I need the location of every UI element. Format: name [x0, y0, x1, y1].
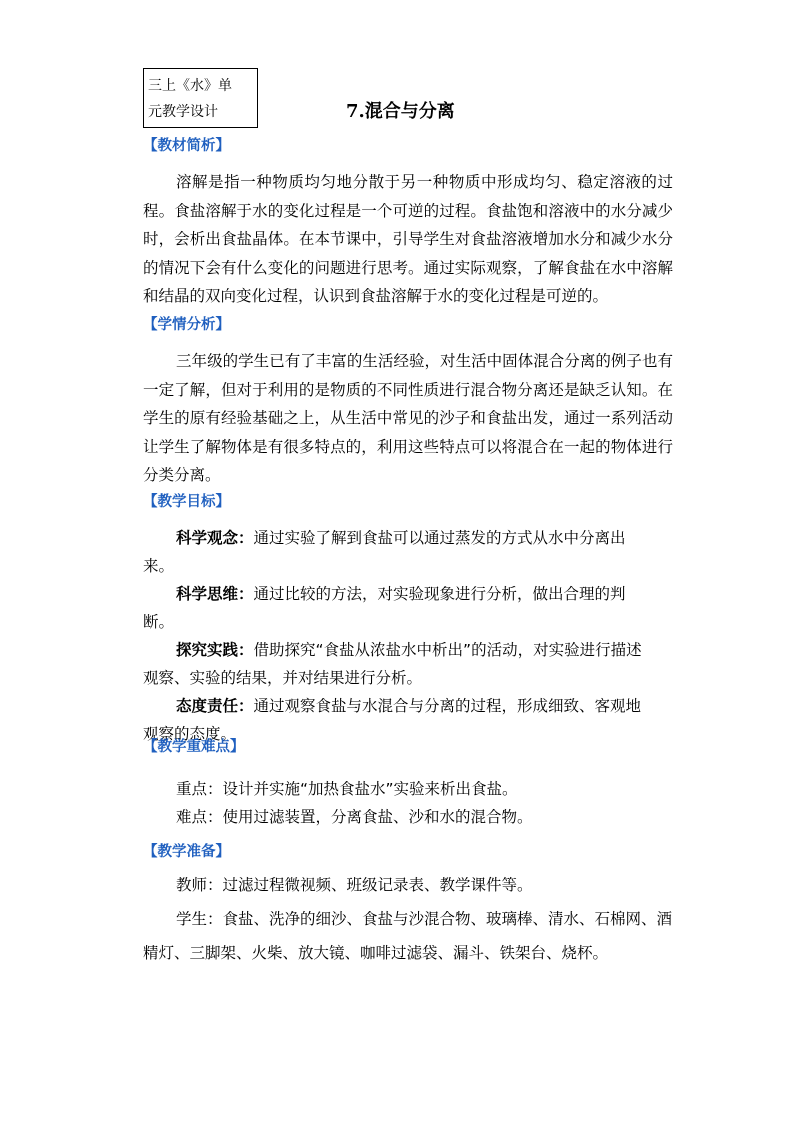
unit-label-line2: 元教学设计	[148, 104, 218, 120]
goal-label: 科学观念：	[176, 529, 254, 547]
section-heading-students: 【学情分析】	[143, 317, 230, 333]
goal-item	[143, 524, 643, 580]
unit-label-box	[143, 68, 258, 128]
goal-item	[143, 636, 643, 692]
goal-text: 通过实验了解到食盐可以通过蒸发的方式从水中分离出来。	[143, 529, 626, 575]
goal-text: 借助探究“食盐从浓盐水中析出”的活动，对实验进行描述观察、实验的结果，并对结果进行分析。	[143, 641, 642, 687]
key-point-text: 重点：设计并实施“加热食盐水”实验来析出食盐。	[176, 780, 518, 798]
section-student-analysis	[143, 313, 673, 490]
section-heading-keypoints: 【教学重难点】	[143, 739, 245, 755]
student-prep-text: 学生：食盐、洗净的细沙、食盐与沙混合物、玻璃棒、清水、石棉网、酒精灯、三脚架、火柴、放大镜、咖啡过滤袋、漏斗、铁架台、烧杯。	[143, 910, 673, 962]
goal-text: 通过观察食盐与水混合与分离的过程，形成细致、客观地观察的态度。	[143, 697, 642, 743]
goal-label: 态度责任：	[176, 697, 254, 715]
goal-label: 科学思维：	[176, 585, 254, 603]
teacher-prep-text: 教师：过滤过程微视频、班级记录表、教学课件等。	[176, 876, 533, 894]
difficult-point-text: 难点：使用过滤装置，分离食盐、沙和水的混合物。	[176, 808, 533, 826]
goal-label: 探究实践：	[176, 641, 254, 659]
section-heading-textbook: 【教材简析】	[143, 138, 230, 154]
section-heading-prep: 【教学准备】	[143, 844, 230, 860]
goal-text: 通过比较的方法，对实验现象进行分析，做出合理的判断。	[143, 585, 626, 631]
section-textbook-analysis	[143, 134, 673, 311]
section-heading-goals: 【教学目标】	[143, 494, 230, 510]
textbook-analysis-text: 溶解是指一种物质均匀地分散于另一种物质中形成均匀、稳定溶液的过程。食盐溶解于水的变化过程是一个可逆的过程。食盐饱和溶液中的水分减少时，会析出食盐晶体。在本节课中，引导学生对食盐溶液增加水分和减少水分的情况下会有什么变化的问题进行思考。通过实际观察，了解食盐在水中溶解和结晶的双向变化过程，认识到食盐溶解于水的变化过程是可逆的。	[143, 173, 673, 306]
goal-item	[143, 580, 643, 636]
section-key-points	[143, 735, 673, 831]
student-analysis-text: 三年级的学生已有了丰富的生活经验，对生活中固体混合分离的例子也有一定了解，但对于利用的是物质的不同性质进行混合物分离还是缺乏认知。在学生的原有经验基础之上，从生活中常见的沙子和食盐出发，通过一系列活动让学生了解物体是有很多特点的，利用这些特点可以将混合在一起的物体进行分类分离。	[143, 352, 673, 485]
section-preparation	[143, 840, 673, 970]
unit-label-line1: 三上《水》单	[148, 78, 232, 94]
section-teaching-goals	[143, 490, 673, 748]
page-title: 7.混合与分离	[346, 101, 455, 122]
